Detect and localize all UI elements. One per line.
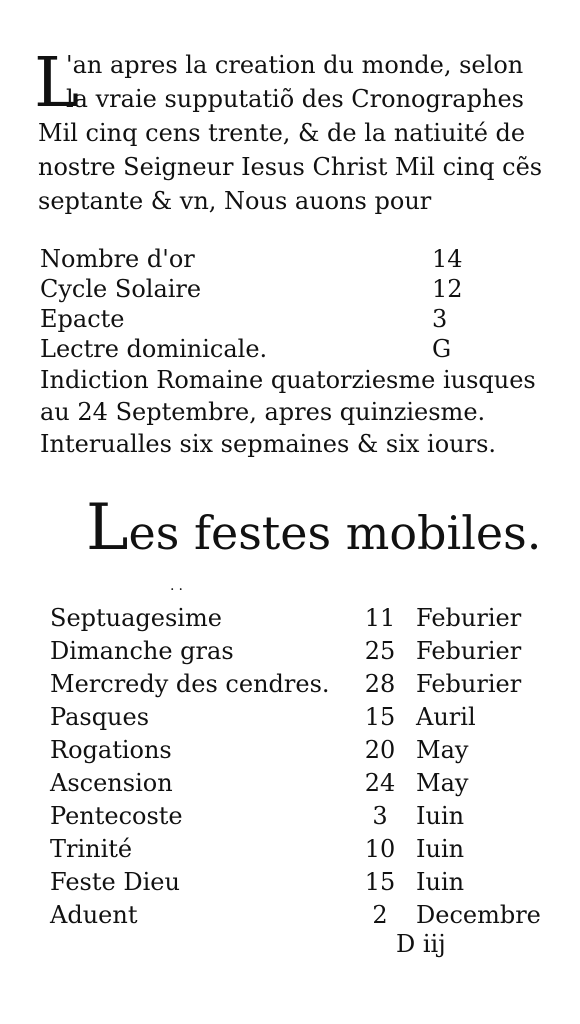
intro-paragraph	[38, 48, 558, 218]
feast-month: Decembre	[416, 901, 541, 929]
stat-row	[40, 274, 560, 304]
intro-line: 'an apres la creation du monde, selon	[66, 51, 524, 79]
feast-row	[50, 767, 550, 800]
moveable-feasts-list	[50, 602, 550, 932]
stat-row	[40, 244, 560, 274]
indiction-line: Interualles six sepmaines & six iours.	[40, 430, 497, 458]
intro-line: la vraie supputatiõ des Cronographes	[66, 85, 524, 113]
drop-cap-letter: L	[34, 44, 80, 123]
feast-name: Feste Dieu	[50, 868, 180, 896]
feast-month: May	[416, 769, 469, 797]
stat-value: 12	[432, 275, 463, 303]
feast-name: Ascension	[50, 769, 173, 797]
stat-label: Epacte	[40, 305, 125, 333]
feast-row	[50, 701, 550, 734]
stat-value: G	[432, 335, 452, 363]
feast-month: Iuin	[416, 835, 465, 863]
feast-day: 11	[364, 604, 396, 632]
feast-month: May	[416, 736, 469, 764]
section-heading	[86, 491, 542, 565]
feast-month: Iuin	[416, 868, 465, 896]
feast-name: Dimanche gras	[50, 637, 234, 665]
feast-row	[50, 668, 550, 701]
stat-row	[40, 304, 560, 334]
indiction-line: au 24 Septembre, apres quinziesme.	[40, 398, 486, 426]
intro-line: nostre Seigneur Iesus Christ Mil cinq cẽs	[38, 153, 543, 181]
feast-day: 10	[364, 835, 396, 863]
feast-month: Feburier	[416, 604, 522, 632]
feast-day: 28	[364, 670, 396, 698]
heading-text: es festes mobiles.	[128, 506, 542, 560]
stat-label: Lectre dominicale.	[40, 335, 268, 363]
stat-value: 14	[432, 245, 463, 273]
feast-day: 24	[364, 769, 396, 797]
feast-name: Mercredy des cendres.	[50, 670, 330, 698]
feast-name: Pentecoste	[50, 802, 183, 830]
feast-day: 20	[364, 736, 396, 764]
stat-value: 3	[432, 305, 448, 333]
feast-day: 2	[372, 901, 388, 929]
feast-day: 25	[364, 637, 396, 665]
feast-row	[50, 866, 550, 899]
feast-name: Trinité	[50, 835, 133, 863]
feast-month: Feburier	[416, 670, 522, 698]
feast-month: Auril	[416, 703, 476, 731]
feast-row	[50, 899, 550, 932]
feast-row	[50, 800, 550, 833]
stat-row	[40, 334, 560, 364]
feast-name: Aduent	[50, 901, 138, 929]
intro-line: septante & vn, Nous auons pour	[38, 187, 432, 215]
stat-label: Cycle Solaire	[40, 275, 202, 303]
ornament-dots: ..	[170, 578, 187, 594]
feast-day: 15	[364, 868, 396, 896]
computus-list	[40, 244, 560, 460]
indiction-line: Indiction Romaine quatorziesme iusques	[40, 366, 536, 394]
feast-month: Iuin	[416, 802, 465, 830]
stat-label: Nombre d'or	[40, 245, 195, 273]
feast-name: Septuagesime	[50, 604, 222, 632]
feast-row	[50, 833, 550, 866]
feast-row	[50, 734, 550, 767]
feast-month: Feburier	[416, 637, 522, 665]
feast-name: Pasques	[50, 703, 150, 731]
feast-row	[50, 602, 550, 635]
feast-day: 15	[364, 703, 396, 731]
feast-row	[50, 635, 550, 668]
feast-name: Rogations	[50, 736, 172, 764]
intro-line: Mil cinq cens trente, & de la natiuité de	[38, 119, 526, 147]
signature-mark: D iij	[396, 930, 446, 958]
feast-day: 3	[372, 802, 388, 830]
heading-cap: L	[86, 491, 129, 565]
